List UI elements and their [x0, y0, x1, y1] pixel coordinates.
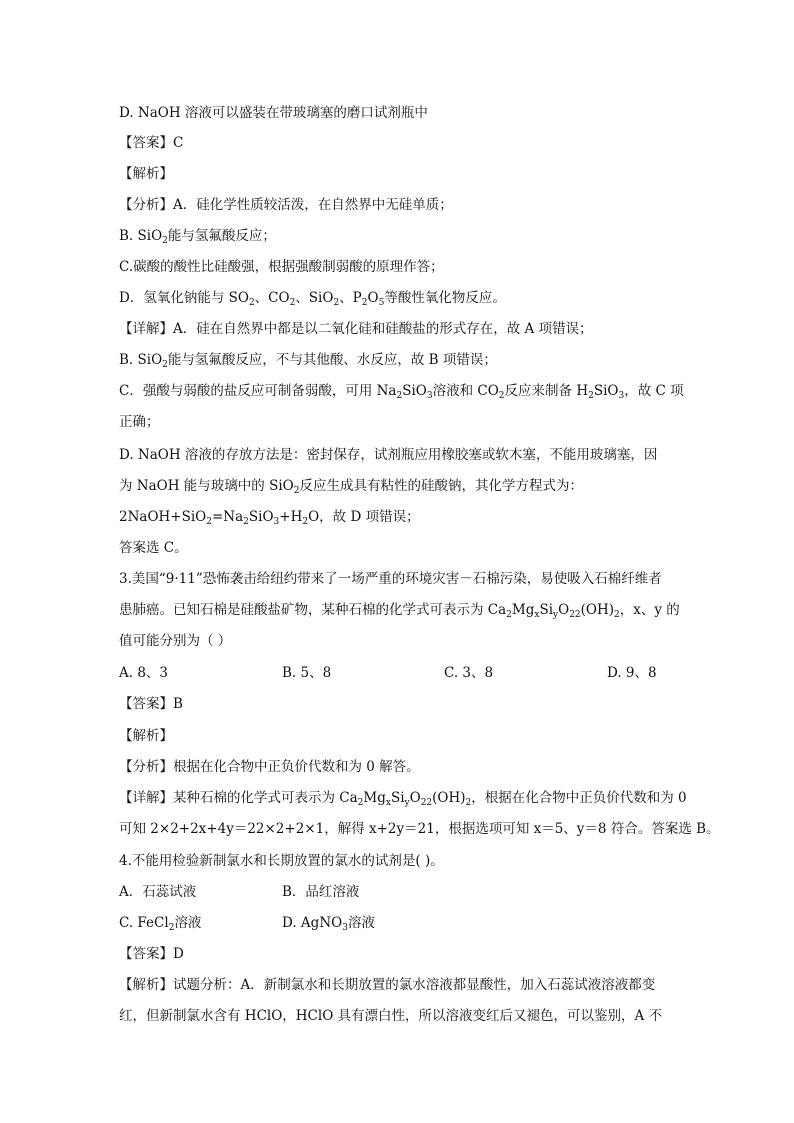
equation-line: $2NaOH+SiO_2=Na_2SiO_3+H_2O$，故 D 项错误； [119, 509, 420, 527]
q4-option-a: A．石蕊试液 [119, 884, 197, 900]
q4-option-b: B．品红溶液 [282, 884, 360, 900]
analysis-label: 【解析】 [119, 728, 173, 744]
detail-line: 为 NaOH 能与玻璃中的 SiO$_2$反应生成具有粘性的硅酸钠，其化学方程式为： [119, 478, 583, 496]
question-3-stem: 值可能分别为（ ） [119, 633, 232, 649]
detail-line: 正确； [119, 414, 160, 430]
analysis-line: 红，但新制氯水含有 HClO，HClO 具有漂白性，所以溶液变红后又褪色，可以鉴别，A 不 [119, 1008, 663, 1024]
detail-line: B. SiO$_2$能与氢氟酸反应，不与其他酸、水反应，故 B 项错误； [119, 352, 497, 370]
detail-line: C．强酸与弱酸的盐反应可制备弱酸，可用 $Na_2SiO_3$溶液和 $CO_2$反应来制备 $H_2SiO_3$，故 C 项 [119, 383, 684, 401]
analysis-line: B. SiO$_2$能与氢氟酸反应； [119, 228, 276, 246]
answer-label: 【答案】D [119, 946, 184, 962]
analysis-label: 【解析】 [119, 166, 173, 182]
detail-line: 【详解】A．硅在自然界中都是以二氧化硅和硅酸盐的形式存在，故 A 项错误； [119, 321, 593, 337]
q4-option-c: C. FeCl$_2$溶液 [119, 915, 202, 933]
detail-line: 【详解】某种石棉的化学式可表示为 $Ca_2Mg_xSi_yO_{22}(OH)_2$，根据在化合物中正负价代数和为 0 [119, 790, 687, 808]
answer-choice-line: 答案选 C。 [119, 540, 188, 556]
analysis-line: C.碳酸的酸性比硅酸强，根据强酸制弱酸的原理作答； [119, 259, 444, 275]
question-3-stem: 患肺癌。已知石棉是硅酸盐矿物，某种石棉的化学式可表示为 $Ca_2Mg_xSi_yO_{22}(OH)_2$，x、y 的 [119, 602, 680, 620]
analysis-line: 【解析】试题分析：A．新制氯水和长期放置的氯水溶液都显酸性，加入石蕊试液溶液都变 [119, 977, 656, 993]
analysis-line: 【分析】根据在化合物中正负价代数和为 0 解答。 [119, 759, 420, 775]
q3-option-a: A. 8、3 [119, 665, 169, 681]
analysis-line: D．氢氧化钠能与 $SO_2$、$CO_2$、SiO$_2$、$P_2O_5$等酸性氧化物反应。 [119, 290, 506, 308]
q3-option-d: D. 9、8 [607, 665, 657, 681]
detail-line: D. NaOH 溶液的存放方法是：密封保存，试剂瓶应用橡胶塞或软木塞，不能用玻璃塞，因 [119, 447, 658, 463]
analysis-line: 【分析】A．硅化学性质较活泼，在自然界中无硅单质； [119, 197, 453, 213]
q3-option-c: C. 3、8 [444, 665, 494, 681]
answer-label: 【答案】C [119, 135, 184, 151]
detail-line: 可知 2×2+2x+4y＝22×2+2×1，解得 x+2y＝21，根据选项可知 x＝5、y＝8 符合。答案选 B。 [119, 821, 720, 837]
question-4-stem: 4.不能用检验新制氯水和长期放置的氯水的试剂是( )。 [119, 853, 444, 869]
question-3-stem: 3.美国“9·11”恐怖袭击给纽约带来了一场严重的环境灾害－石棉污染，易使吸入石棉纤维者 [119, 571, 662, 587]
q4-option-d: D. AgNO$_3$溶液 [282, 915, 375, 933]
q3-option-b: B. 5、8 [282, 665, 332, 681]
option-d-line: D. NaOH 溶液可以盛装在带玻璃塞的磨口试剂瓶中 [119, 105, 428, 121]
answer-label: 【答案】B [119, 696, 183, 712]
